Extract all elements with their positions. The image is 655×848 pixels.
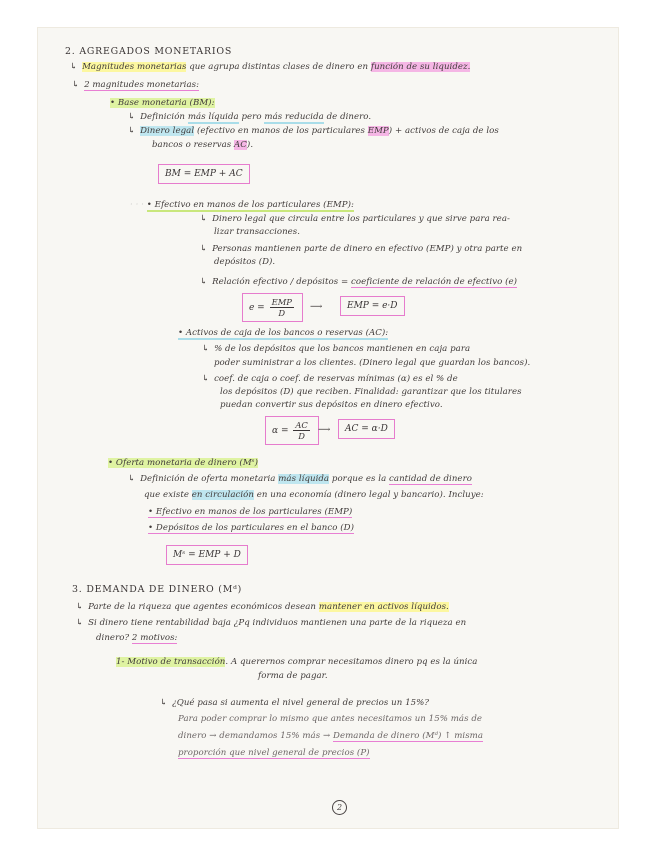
arrow-icon: ↳ bbox=[76, 602, 84, 612]
price-answer-3: proporción que nivel general de precios (P) bbox=[178, 748, 370, 758]
ac-line-1b: poder suministrar a los clientes. (Dinero legal que guardan los bancos). bbox=[214, 358, 531, 368]
emp-line-1b: lizar transacciones. bbox=[214, 227, 301, 237]
ac-line-1: ↳ % de los depósitos que los bancos mantienen en caja para bbox=[202, 344, 471, 354]
fraction: $\frac{\text{EMP}}{D}$ bbox=[271, 297, 292, 318]
ac-line-2b: los depósitos (D) que reciben. Finalidad: garantizar que los titulares bbox=[220, 387, 522, 397]
base-legal-cont: bancos o reservas AC). bbox=[152, 140, 254, 150]
emp-title: · · · • Efectivo en manos de los particulares (EMP): bbox=[130, 200, 354, 210]
oferta-item-emp: • Efectivo en manos de los particulares (EMP) bbox=[148, 507, 353, 517]
arrow-icon: ↳ bbox=[202, 344, 210, 354]
arrow-icon: ↳ bbox=[200, 214, 208, 224]
oferta-item-d: • Depósitos de los particulares en el banco (D) bbox=[148, 523, 354, 533]
base-definition: ↳ Definición más líquida pero más reducida de dinero. bbox=[128, 112, 372, 122]
emp-line-1: ↳ Dinero legal que circula entre los particulares y que sirve para rea- bbox=[200, 214, 510, 224]
formula-ac-box: AC = α·D bbox=[338, 419, 395, 439]
emp-line-2: ↳ Personas mantienen parte de dinero en efectivo (EMP) y otra parte en bbox=[200, 244, 523, 254]
arrow-icon: ↳ bbox=[76, 618, 84, 628]
arrow-icon: ↳ bbox=[200, 277, 208, 287]
arrow-icon: ↳ bbox=[202, 374, 210, 384]
demanda-question: ↳ Si dinero tiene rentabilidad baja ¿Pq individuos mantienen una parte de la riqueza en bbox=[76, 618, 467, 628]
arrow-icon: ↳ bbox=[160, 698, 168, 708]
ac-line-2: ↳ coef. de caja o coef. de reservas mínimas (α) es el % de bbox=[202, 374, 458, 384]
formula-e-box: e = $\frac{\text{EMP}}{D}$ bbox=[242, 293, 303, 322]
oferta-line-1: ↳ Definición de oferta monetaria más líquida porque es la cantidad de dinero bbox=[128, 474, 472, 484]
formula-ms-box: Mˢ = EMP + D bbox=[166, 545, 248, 565]
emp-line-2b: depósitos (D). bbox=[214, 257, 276, 267]
demanda-definition: ↳ Parte de la riqueza que agentes económicos desean mantener en activos líquidos. bbox=[76, 602, 449, 612]
arrow-icon: ↳ bbox=[128, 126, 136, 136]
formula-alpha-box: α = $\frac{AC}{D}$ bbox=[265, 416, 319, 445]
arrow-icon: ↳ bbox=[72, 80, 80, 90]
base-monetaria-title: • Base monetaria (BM): bbox=[110, 98, 215, 108]
arrow-icon: ↳ bbox=[128, 474, 136, 484]
section-2-title: 2. AGREGADOS MONETARIOS bbox=[65, 46, 233, 57]
ac-title: • Activos de caja de los bancos o reservas (AC): bbox=[178, 328, 389, 338]
arrow-icon: ↳ bbox=[70, 62, 78, 72]
formula-bm-box: BM = EMP + AC bbox=[158, 164, 250, 184]
price-answer-1: Para poder comprar lo mismo que antes necesitamos un 15% más de bbox=[178, 714, 483, 724]
arrow-icon: ↳ bbox=[200, 244, 208, 254]
two-magnitudes-line: ↳ 2 magnitudes monetarias: bbox=[72, 80, 200, 90]
base-legal-line: ↳ Dinero legal (efectivo en manos de los particulares EMP) + activos de caja de los bbox=[128, 126, 499, 136]
implies-arrow: ⟶ bbox=[318, 425, 331, 435]
ac-line-2c: puedan convertir sus depósitos en dinero efectivo. bbox=[220, 400, 443, 410]
page-number: 2 bbox=[332, 800, 347, 815]
implies-arrow: ⟶ bbox=[310, 302, 323, 312]
emp-line-3: ↳ Relación efectivo / depósitos = coeficiente de relación de efectivo (e) bbox=[200, 277, 518, 287]
price-answer-2: dinero → demandamos 15% más → Demanda de dinero (Mᵈ) ↑ misma bbox=[178, 731, 484, 741]
section-3-title: 3. DEMANDA DE DINERO (Mᵈ) bbox=[72, 584, 243, 595]
motivo-transaccion-cont: forma de pagar. bbox=[258, 671, 328, 681]
arrow-icon: ↳ bbox=[128, 112, 136, 122]
oferta-line-2: que existe en circulación en una economía (dinero legal y bancario). Incluye: bbox=[144, 490, 484, 500]
formula-emp-box: EMP = e·D bbox=[340, 296, 405, 316]
motivo-transaccion: 1- Motivo de transacción. A querernos comprar necesitamos dinero pq es la única bbox=[116, 657, 478, 667]
fraction: $\frac{AC}{D}$ bbox=[295, 420, 308, 441]
price-level-question: ↳ ¿Qué pasa si aumenta el nivel general de precios un 15%? bbox=[160, 698, 429, 708]
demanda-question-cont: dinero? 2 motivos: bbox=[96, 633, 178, 643]
oferta-monetaria-title: • Oferta monetaria de dinero (Mˢ) bbox=[108, 458, 259, 468]
agregados-definition: ↳ Magnitudes monetarias que agrupa distintas clases de dinero en función de su liquidez. bbox=[70, 62, 471, 72]
